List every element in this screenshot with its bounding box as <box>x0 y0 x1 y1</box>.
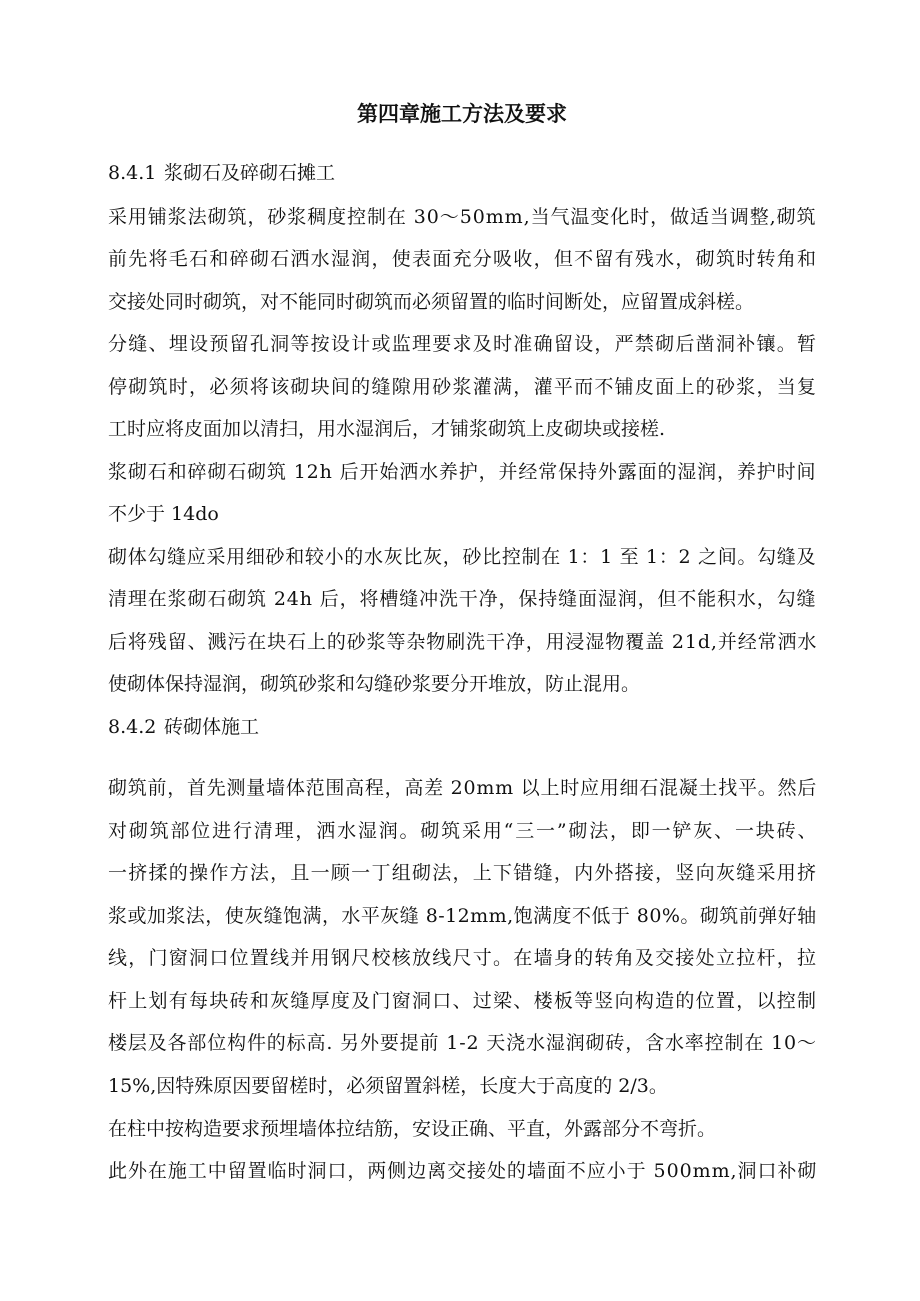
paragraph-line: 不少于 14do <box>108 503 219 525</box>
section-number: 8.4.1 <box>108 162 157 184</box>
paragraph-line: 线，门窗洞口位置线并用钢尺校核放线尺寸。在墙身的转角及交接处立拉杆，拉 <box>108 947 818 969</box>
section-number: 8.4.2 <box>108 716 157 738</box>
paragraph-line: 清理在浆砌石砌筑 24h 后，将槽缝冲洗干净，保持缝面湿润，但不能积水，勾缝 <box>108 588 817 610</box>
paragraph-line: 采用铺浆法砌筑，砂浆稠度控制在 30～50mm,当气温变化时，做适当调整,砌筑 <box>108 206 817 228</box>
paragraph-line: 后将残留、溅污在块石上的砂浆等杂物刷洗干净，用浸湿物覆盖 21d,并经常洒水 <box>108 631 818 653</box>
paragraph-line: 停砌筑时，必须将该砌块间的缝隙用砂浆灌满，灌平而不铺皮面上的砂浆，当复 <box>108 376 818 398</box>
paragraph-line: 砌筑前，首先测量墙体范围高程，高差 20mm 以上时应用细石混凝土找平。然后 <box>108 777 818 799</box>
section-heading-8-4-2 <box>108 713 259 741</box>
paragraph-line: 分缝、埋设预留孔洞等按设计或监理要求及时准确留设，严禁砌后凿洞补镶。暂 <box>108 333 818 355</box>
paragraph-line: 15%,因特殊原因要留槎时，必须留置斜槎，长度大于高度的 2/3。 <box>108 1075 668 1097</box>
paragraph-line: 一挤揉的操作方法，且一顾一丁组砌法，上下错缝，内外搭接，竖向灰缝采用挤 <box>108 862 818 884</box>
section-title: 砖砌体施工 <box>164 716 260 738</box>
paragraph-line: 浆砌石和碎砌石砌筑 12h 后开始洒水养护，并经常保持外露面的湿润，养护时间 <box>108 461 817 483</box>
paragraph-line: 此外在施工中留置临时洞口，两侧边离交接处的墙面不应小于 500mm,洞口补砌 <box>108 1160 818 1182</box>
paragraph-line: 杆上划有每块砖和灰缝厚度及门窗洞口、过梁、楼板等竖向构造的位置，以控制 <box>108 990 818 1012</box>
chapter-title: 第四章施工方法及要求 <box>357 102 567 126</box>
paragraph-line: 砌体勾缝应采用细砂和较小的水灰比灰，砂比控制在 1：1 至 1：2 之间。勾缝及 <box>108 546 817 568</box>
paragraph-line: 工时应将皮面加以清扫，用水湿润后，才铺浆砌筑上皮砌块或接槎. <box>108 418 666 440</box>
section-title: 浆砌石及碎砌石摊工 <box>164 162 336 184</box>
paragraph-line: 使砌体保持湿润，砌筑砂浆和勾缝砂浆要分开堆放，防止混用。 <box>108 673 641 695</box>
paragraph-line: 交接处同时砌筑，对不能同时砌筑而必须留置的临时间断处，应留置成斜槎。 <box>108 291 755 313</box>
paragraph-line: 对砌筑部位进行清理，洒水湿润。砌筑采用“三一”砌法，即一铲灰、一块砖、 <box>108 820 819 842</box>
section-heading-8-4-1 <box>108 159 335 187</box>
paragraph-line: 浆或加浆法，使灰缝饱满，水平灰缝 8-12mm,饱满度不低于 80%。砌筑前弹好轴 <box>108 905 817 927</box>
paragraph-line: 前先将毛石和碎砌石洒水湿润，使表面充分吸收，但不留有残水，砌筑时转角和 <box>108 248 818 270</box>
paragraph-line: 在柱中按构造要求预埋墙体拉结筋，安设正确、平直，外露部分不弯折。 <box>108 1118 717 1140</box>
paragraph-line: 楼层及各部位构件的标高. 另外要提前 1-2 天浇水湿润砌砖，含水率控制在 10～ <box>108 1032 817 1054</box>
